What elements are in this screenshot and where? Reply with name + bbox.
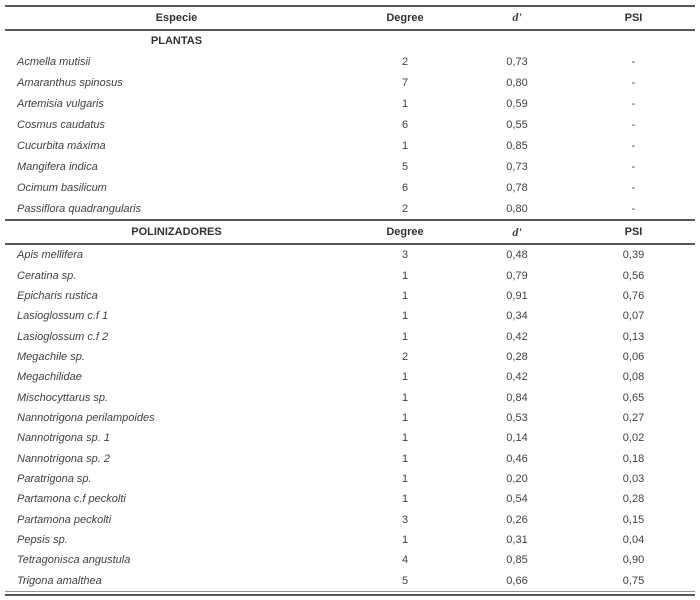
species-name: Nannotrigona sp. 1 xyxy=(17,432,110,445)
degree-value: 2 xyxy=(401,56,409,69)
table-row xyxy=(5,136,695,157)
psi-value: 0,90 xyxy=(622,554,645,567)
table-row xyxy=(5,198,695,219)
dprime-value: 0,80 xyxy=(506,77,528,90)
degree-value: 1 xyxy=(401,432,409,445)
species-name: Lasioglossum c.f 1 xyxy=(17,310,109,323)
dprime-value: 0,34 xyxy=(506,310,528,323)
table-row xyxy=(5,449,695,469)
psi-value: 0,02 xyxy=(622,432,645,445)
dprime-value: 0,85 xyxy=(506,554,528,567)
table-row xyxy=(5,286,695,306)
table-row xyxy=(5,306,695,326)
table-row xyxy=(5,327,695,347)
dprime-value: 0,46 xyxy=(506,452,528,465)
column-header-psi: PSI xyxy=(624,226,643,239)
dprime-value: 0,20 xyxy=(506,473,528,486)
degree-value: 1 xyxy=(401,452,409,465)
psi-value: 0,04 xyxy=(622,534,645,547)
column-header-degree: Degree xyxy=(386,226,424,239)
psi-value: 0,76 xyxy=(622,289,645,302)
species-name: Artemisia vulgaris xyxy=(17,98,104,111)
table-header-row xyxy=(5,7,695,29)
table-bottom-thin-rule xyxy=(5,591,695,592)
column-header-dprime: d' xyxy=(512,10,522,25)
section-header-polinizadores xyxy=(5,221,695,243)
table-row xyxy=(5,489,695,509)
dprime-value: 0,55 xyxy=(506,119,528,132)
species-name: Trigona amalthea xyxy=(17,574,102,587)
species-name: Epicharis rustica xyxy=(17,289,98,302)
psi-value: - xyxy=(631,202,636,215)
degree-value: 1 xyxy=(401,371,409,384)
psi-value: 0,39 xyxy=(622,249,645,262)
species-name: Nannotrigona sp. 2 xyxy=(17,452,110,465)
table-row xyxy=(5,156,695,177)
dprime-value: 0,54 xyxy=(506,493,528,506)
dprime-value: 0,91 xyxy=(506,289,528,302)
psi-value: 0,07 xyxy=(622,310,645,323)
psi-value: 0,65 xyxy=(622,391,645,404)
table-row xyxy=(5,94,695,115)
psi-value: - xyxy=(631,119,636,132)
species-name: Megachile sp. xyxy=(17,350,85,363)
species-name: Passiflora quadrangularis xyxy=(17,202,142,215)
species-name: Cucurbita máxima xyxy=(17,139,106,152)
dprime-value: 0,48 xyxy=(506,249,528,262)
dprime-value: 0,53 xyxy=(506,412,528,424)
section-row-plantas xyxy=(5,31,695,52)
psi-value: 0,15 xyxy=(622,513,645,526)
species-name: Acmella mutisii xyxy=(17,56,91,69)
degree-value: 1 xyxy=(401,139,409,152)
degree-value: 1 xyxy=(401,269,409,282)
dprime-value: 0,84 xyxy=(506,391,528,404)
column-header-psi: PSI xyxy=(624,11,643,24)
dprime-value: 0,59 xyxy=(506,98,528,111)
species-name: Apis mellifera xyxy=(17,249,84,262)
table-row xyxy=(5,265,695,285)
dprime-value: 0,73 xyxy=(506,56,528,69)
species-name: Tetragonisca angustula xyxy=(17,554,131,567)
degree-value: 1 xyxy=(401,330,409,343)
dprime-value: 0,73 xyxy=(506,160,528,173)
species-name: Partamona peckolti xyxy=(17,513,112,526)
degree-value: 6 xyxy=(401,119,409,132)
psi-value: 0,13 xyxy=(622,330,645,343)
degree-value: 1 xyxy=(401,493,409,506)
dprime-value: 0,14 xyxy=(506,432,528,445)
dprime-value: 0,66 xyxy=(506,574,528,587)
dprime-value: 0,31 xyxy=(506,534,528,547)
degree-value: 3 xyxy=(401,249,409,262)
table-row xyxy=(5,245,695,265)
degree-value: 1 xyxy=(401,98,409,111)
table-row xyxy=(5,469,695,489)
psi-value: - xyxy=(631,181,636,194)
psi-value: 0,18 xyxy=(622,452,645,465)
psi-value: 0,08 xyxy=(622,371,645,384)
table-row xyxy=(5,73,695,94)
degree-value: 1 xyxy=(401,412,409,424)
dprime-value: 0,42 xyxy=(506,330,528,343)
table-row xyxy=(5,115,695,136)
degree-value: 5 xyxy=(401,160,409,173)
degree-value: 3 xyxy=(401,513,409,526)
psi-value: 0,27 xyxy=(622,412,645,424)
psi-value: 0,75 xyxy=(622,574,645,587)
table-row xyxy=(5,530,695,550)
psi-value: 0,06 xyxy=(622,350,645,363)
psi-value: 0,03 xyxy=(622,473,645,486)
dprime-value: 0,42 xyxy=(506,371,528,384)
psi-value: - xyxy=(631,139,636,152)
species-name: Mangifera indica xyxy=(17,160,98,173)
species-table xyxy=(5,5,695,596)
species-name: Ceratina sp. xyxy=(17,269,77,282)
table-row xyxy=(5,550,695,570)
degree-value: 2 xyxy=(401,350,409,363)
species-name: Nannotrigona perilampoides xyxy=(17,412,155,424)
species-name: Cosmus caudatus xyxy=(17,119,106,132)
table-row xyxy=(5,388,695,408)
degree-value: 1 xyxy=(401,473,409,486)
table-row xyxy=(5,367,695,387)
section-title-plantas: PLANTAS xyxy=(150,35,203,48)
psi-value: - xyxy=(631,56,636,69)
degree-value: 5 xyxy=(401,574,409,587)
degree-value: 4 xyxy=(401,554,409,567)
dprime-value: 0,78 xyxy=(506,181,528,194)
degree-value: 1 xyxy=(401,391,409,404)
species-name: Pepsis sp. xyxy=(17,534,68,547)
psi-value: 0,56 xyxy=(622,269,645,282)
degree-value: 7 xyxy=(401,77,409,90)
psi-value: - xyxy=(631,77,636,90)
table-row xyxy=(5,571,695,591)
column-header-especie: Especie xyxy=(155,11,198,24)
species-name: Paratrigona sp. xyxy=(17,473,92,486)
dprime-value: 0,85 xyxy=(506,139,528,152)
psi-value: 0,28 xyxy=(622,493,645,506)
species-name: Megachilidae xyxy=(17,371,82,384)
degree-value: 1 xyxy=(401,534,409,547)
species-name: Partamona c.f peckolti xyxy=(17,493,126,506)
section-title-polinizadores: POLINIZADORES xyxy=(131,226,222,239)
dprime-value: 0,79 xyxy=(506,269,528,282)
species-name: Mischocyttarus sp. xyxy=(17,391,109,404)
column-header-degree: Degree xyxy=(386,11,424,24)
dprime-value: 0,28 xyxy=(506,350,528,363)
table-row xyxy=(5,52,695,73)
table-row xyxy=(5,428,695,448)
degree-value: 1 xyxy=(401,289,409,302)
table-row xyxy=(5,408,695,428)
species-name: Lasioglossum c.f 2 xyxy=(17,330,109,343)
degree-value: 1 xyxy=(401,310,409,323)
degree-value: 6 xyxy=(401,181,409,194)
species-name: Ocimum basilicum xyxy=(17,181,107,194)
table-row xyxy=(5,347,695,367)
column-header-dprime: d' xyxy=(512,224,522,239)
psi-value: - xyxy=(631,160,636,173)
degree-value: 2 xyxy=(401,202,409,215)
species-name: Amaranthus spinosus xyxy=(17,77,123,90)
table-bottom-thick-rule xyxy=(5,594,695,596)
dprime-value: 0,80 xyxy=(506,202,528,215)
table-row xyxy=(5,510,695,530)
dprime-value: 0,26 xyxy=(506,513,528,526)
table-row xyxy=(5,177,695,198)
psi-value: - xyxy=(631,98,636,111)
